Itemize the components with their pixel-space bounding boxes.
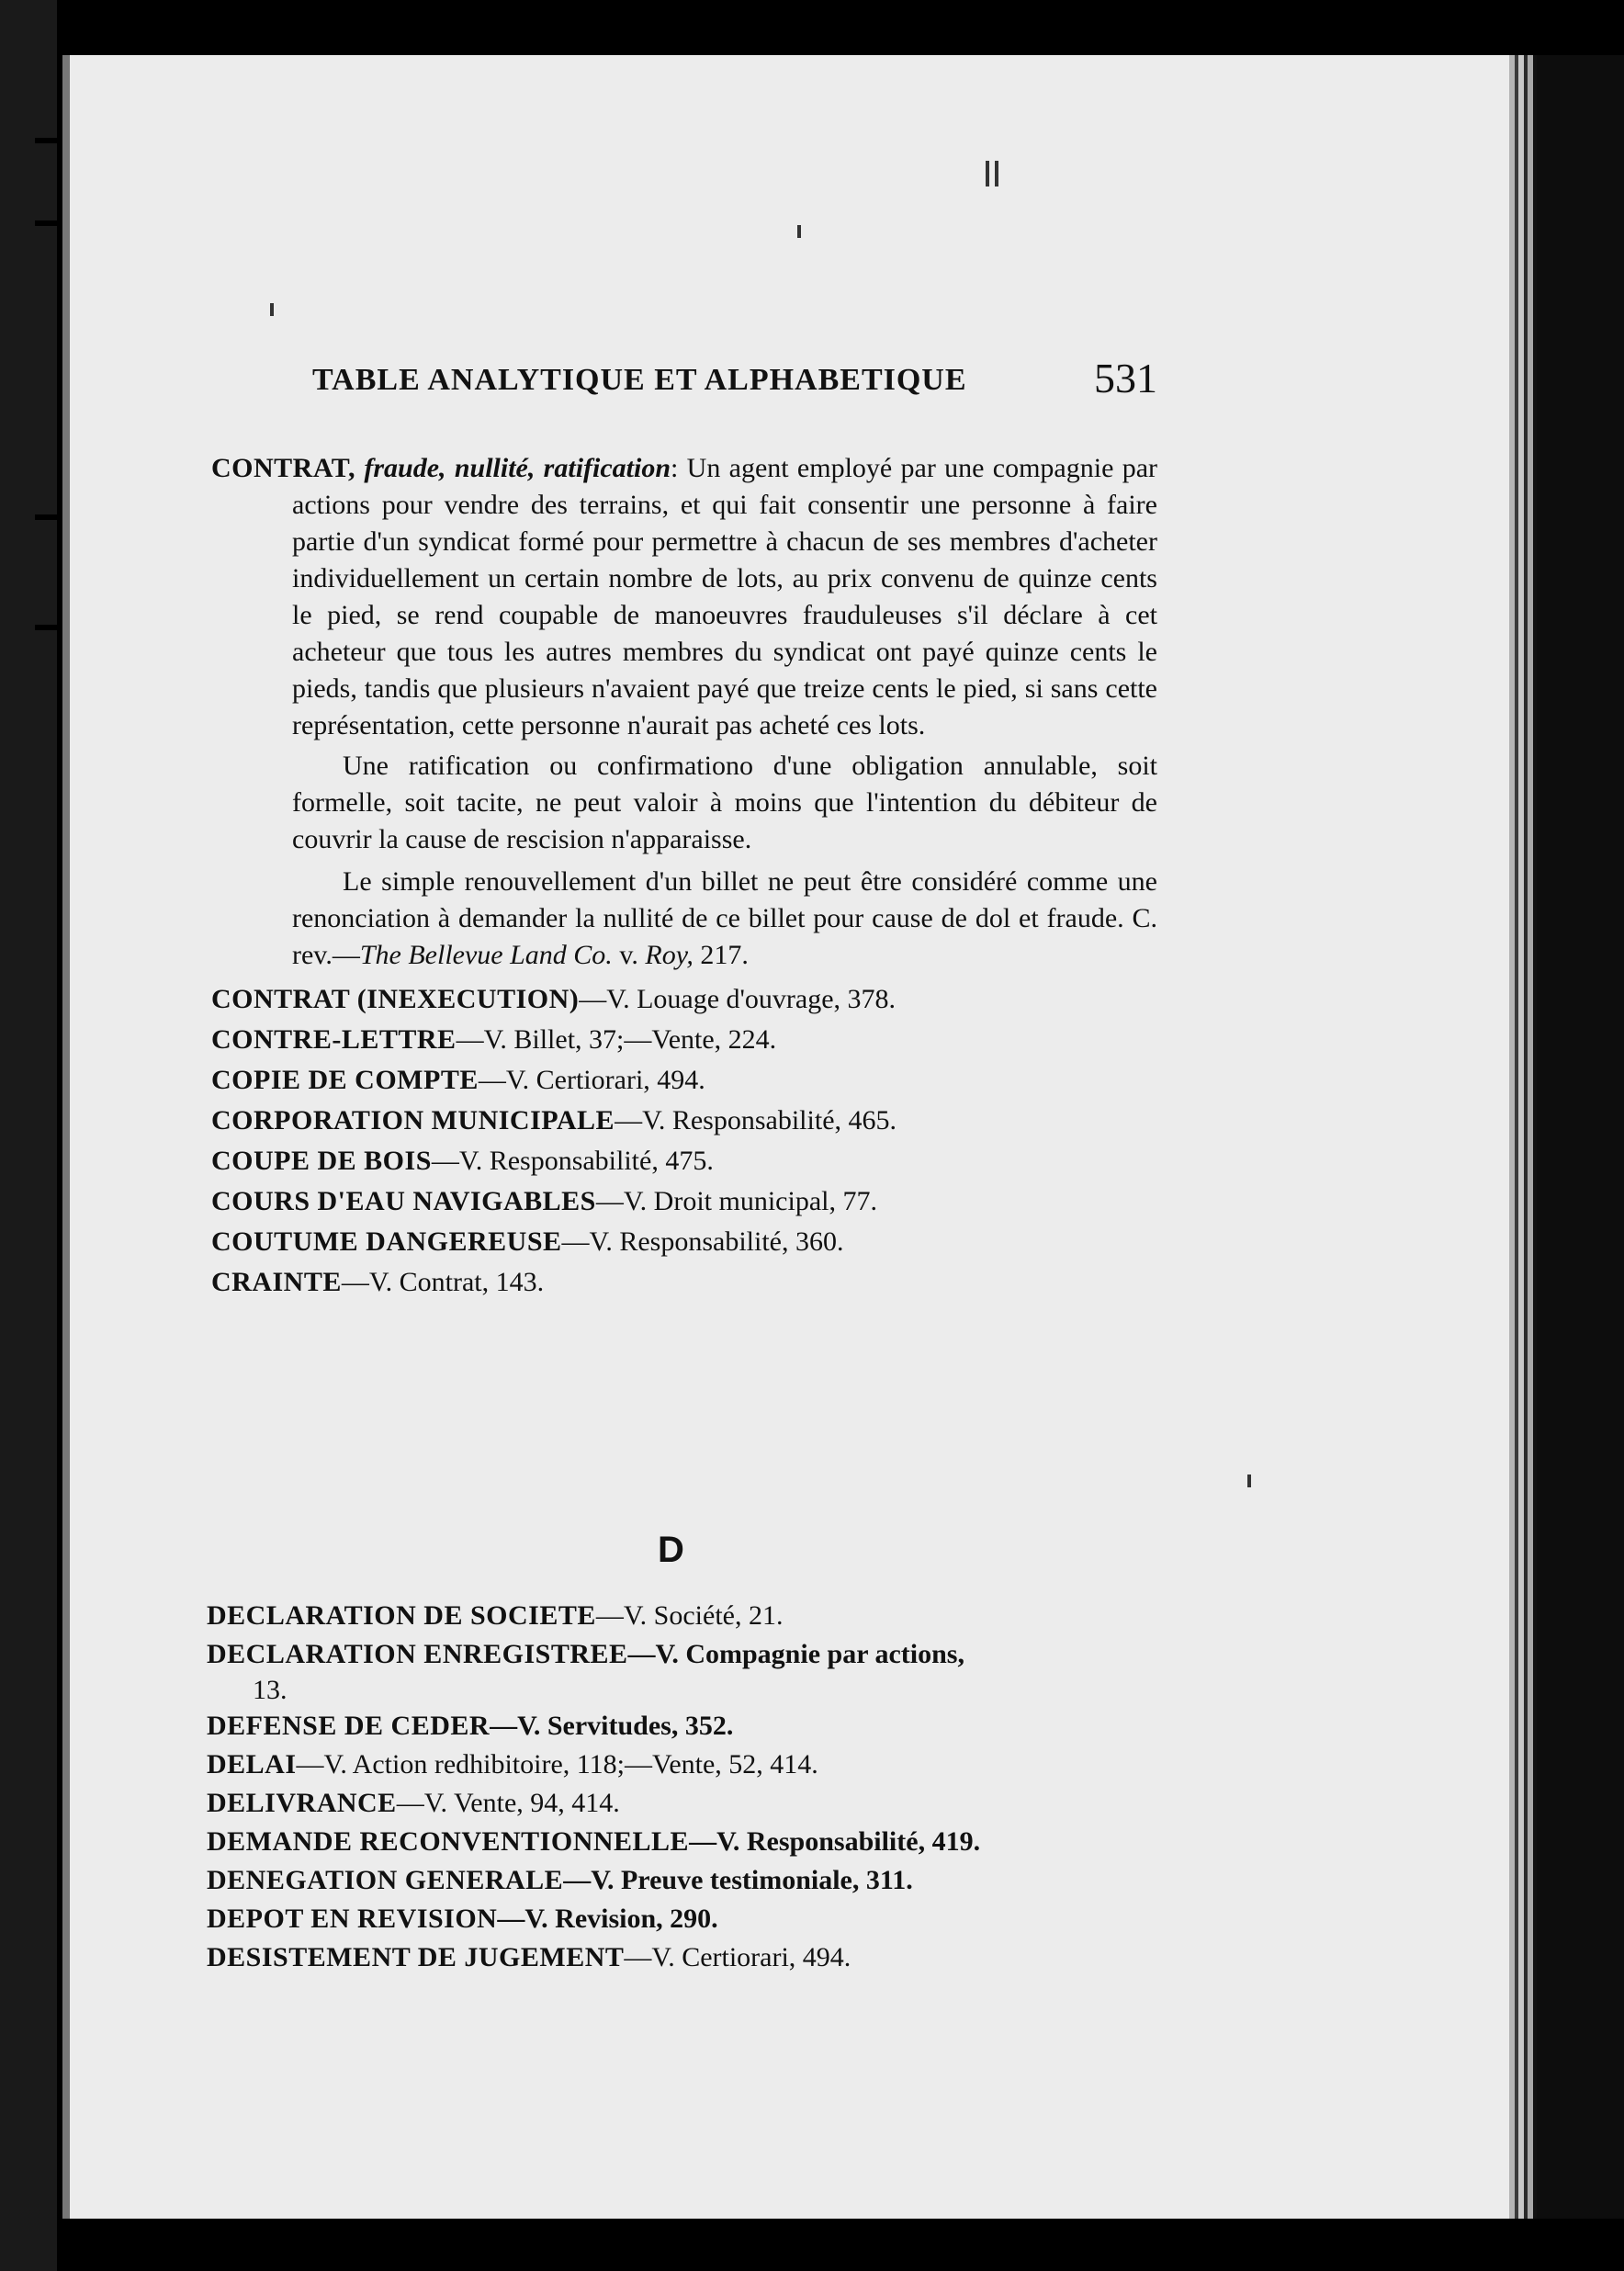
index-entry: DESISTEMENT DE JUGEMENT—V. Certiorari, 494. [207, 1942, 851, 1972]
scan-speck [995, 161, 998, 186]
index-entry: DELAI—V. Action redhibitoire, 118;—Vente, 52, 414. [207, 1749, 818, 1780]
index-entry: CONTRAT (INEXECUTION)—V. Louage d'ouvrage, 378. [211, 984, 897, 1014]
scan-speck [270, 303, 274, 316]
scan-speck [986, 161, 989, 186]
running-title: TABLE ANALYTIQUE ET ALPHABETIQUE [312, 363, 967, 397]
scan-speck [1247, 1474, 1251, 1487]
index-entry: DEFENSE DE CEDER—V. Servitudes, 352. [207, 1711, 734, 1741]
page-number: 531 [1094, 355, 1157, 401]
index-entry: DECLARATION DE SOCIETE—V. Société, 21. [207, 1600, 784, 1631]
index-entry: CRAINTE—V. Contrat, 143. [211, 1267, 545, 1297]
index-entry: COPIE DE COMPTE—V. Certiorari, 494. [211, 1065, 705, 1095]
scan-left-border [0, 0, 57, 2271]
index-entry: COUPE DE BOIS—V. Responsabilité, 475. [211, 1146, 714, 1176]
entry-paragraph: Une ratification ou confirmationo d'une obligation annulable, soit formelle, soit tacite, ne peut valoir à moins que l'intention du débiteur de couvrir la cause de rescision n'apparaisse. [292, 751, 1157, 854]
entry-subheading: fraude, nullité, ratification [364, 453, 671, 483]
index-entry: DECLARATION ENREGISTREE—V. Compagnie par actions, [207, 1639, 964, 1669]
page-stack-edge [1509, 55, 1624, 2219]
section-letter: D [658, 1530, 684, 1570]
index-entry: COUTUME DANGEREUSE—V. Responsabilité, 360. [211, 1226, 844, 1257]
scan-speck [797, 225, 801, 238]
page-header [312, 354, 1157, 409]
index-entries-d [207, 1597, 1162, 1977]
index-entry: DEMANDE RECONVENTIONNELLE—V. Responsabilité, 419. [207, 1826, 981, 1857]
page-gutter-shadow [62, 55, 70, 2219]
index-entry: DEPOT EN REVISION—V. Revision, 290. [207, 1904, 718, 1934]
entry-paragraph: : Un agent employé par une compagnie par actions pour vendre des terrains, et qui fait consentir une personne à faire partie d'un syndicat formé pour permettre à chacun de ses membres d'acheter individuellement un certain nombre de lots, au prix convenu de quinze cents le pied, se rend coupable de manoeuvres frauduleuses s'il déclare à cet acheteur que tous les autres membres du syndicat ont payé quinze cents le pieds, tandis que plusieurs n'avaient payé que treize cents le pied, si sans cette représentation, cette personne n'aurait pas acheté ces lots. [292, 453, 1158, 740]
index-entry: DENEGATION GENERALE—V. Preuve testimoniale, 311. [207, 1865, 913, 1895]
index-entry-continuation: 13. [253, 1675, 288, 1705]
index-entry-contrat-fraude [211, 450, 1157, 744]
index-entry: CORPORATION MUNICIPALE—V. Responsabilité, 465. [211, 1105, 897, 1136]
entry-heading: CONTRAT, [211, 453, 356, 483]
case-party: Roy, [645, 940, 694, 970]
index-entries-c [211, 423, 1157, 1303]
index-entry: COURS D'EAU NAVIGABLES—V. Droit municipal, 77. [211, 1186, 877, 1216]
case-name: The Bellevue Land Co. [359, 940, 613, 970]
index-entry: DELIVRANCE—V. Vente, 94, 414. [207, 1788, 620, 1818]
index-entry: CONTRE-LETTRE—V. Billet, 37;—Vente, 224. [211, 1024, 777, 1055]
entry-paragraph: Le simple renouvellement d'un billet ne peut être considéré comme une renonciation à demander la nullité de ce billet pour cause de dol et fraude. C. rev.—The Bellevue Land Co. v. Roy, 217. [292, 866, 1157, 970]
